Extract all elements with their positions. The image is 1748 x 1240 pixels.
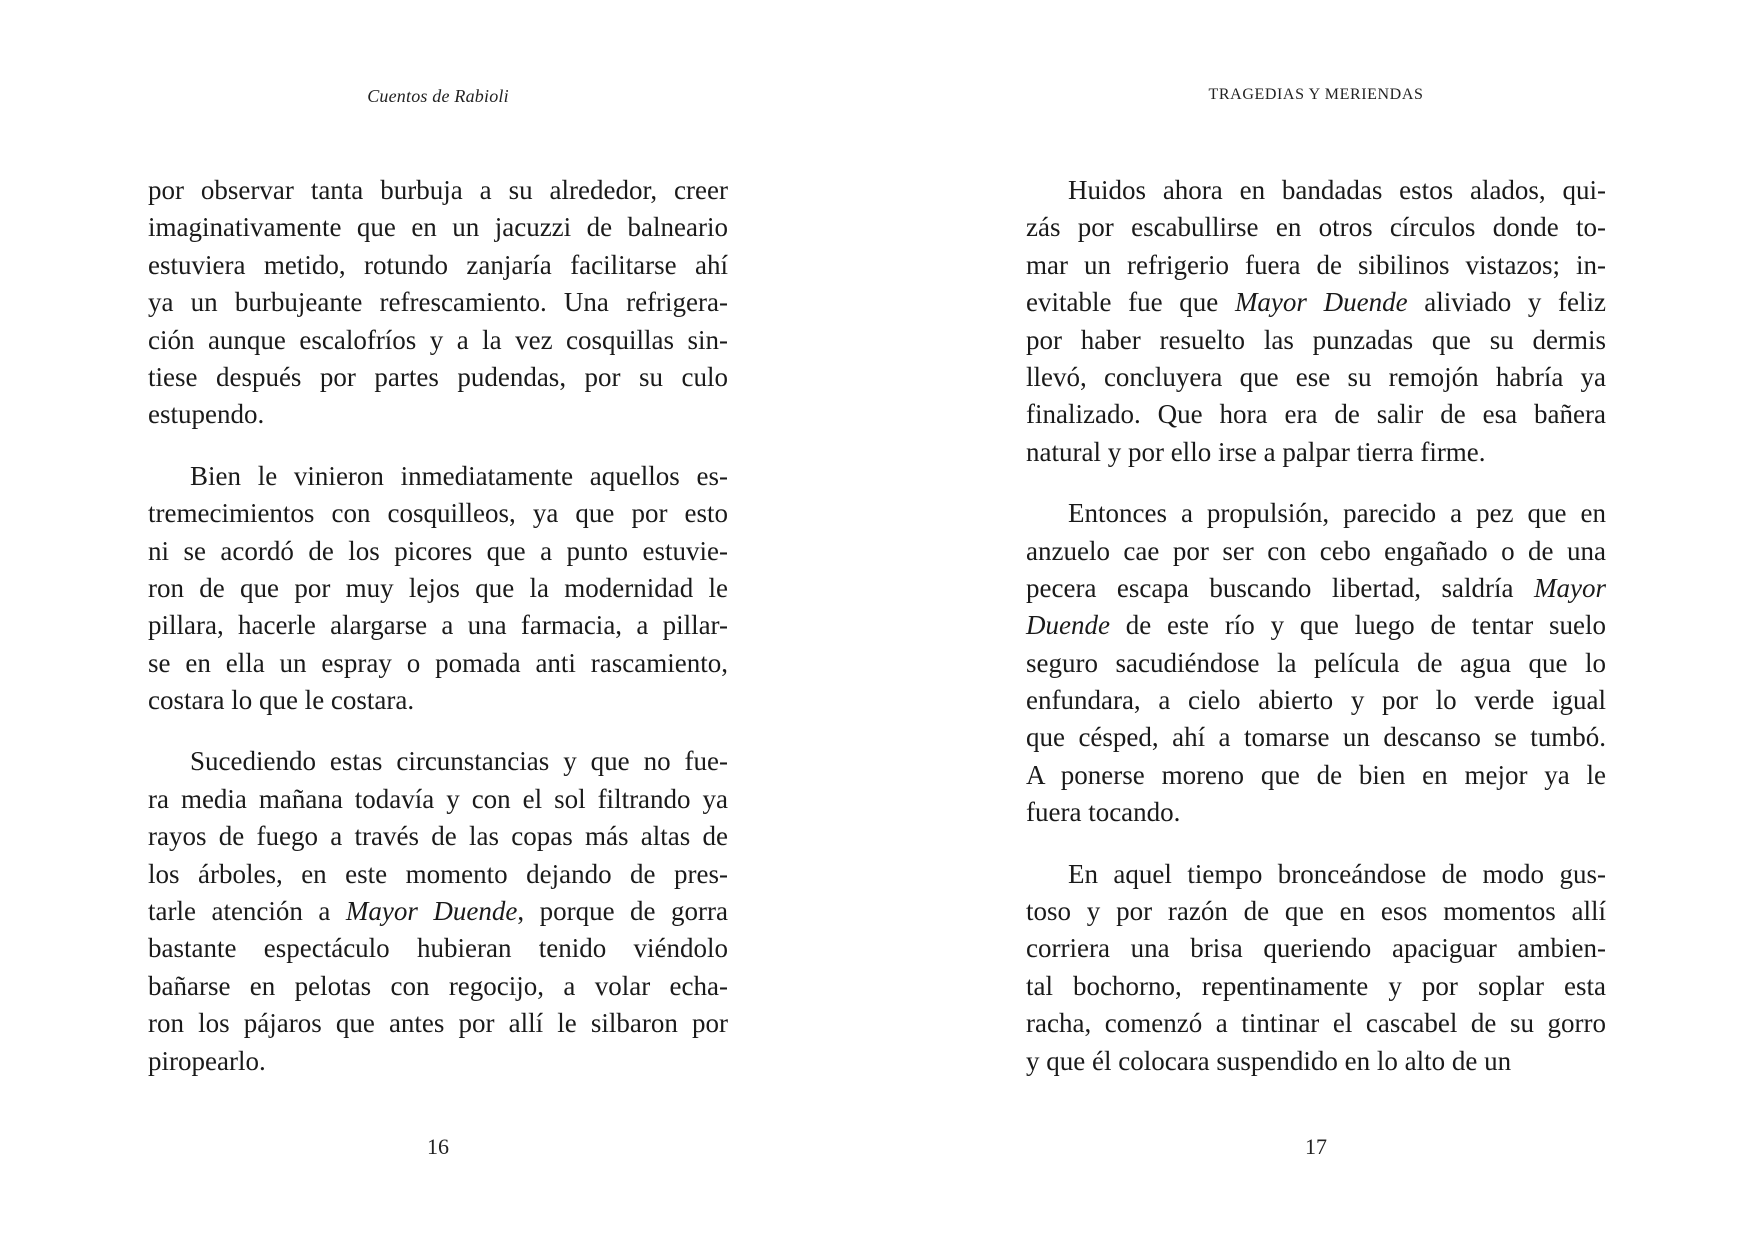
text-segment: Bien le vinieron inmediatamente aquellos es- <box>190 460 728 491</box>
text-segment: estuviera metido, rotundo zanjaría facilitarse ahí <box>148 249 728 280</box>
text-line <box>148 930 728 967</box>
text-line <box>148 570 728 607</box>
text-line <box>148 818 728 855</box>
text-line <box>1026 607 1606 644</box>
text-segment: toso y por razón de que en esos momentos allí <box>1026 896 1606 927</box>
page-number-left: 16 <box>427 1134 449 1159</box>
text-line <box>1026 794 1606 831</box>
running-head-right: TRAGEDIAS Y MERIENDAS <box>1208 86 1424 103</box>
text-segment: costara lo que le costara. <box>148 685 415 716</box>
text-segment: racha, comenzó a tintinar el cascabel de su gorro <box>1026 1008 1606 1039</box>
text-segment: tremecimientos con cosquilleos, ya que por esto <box>148 498 728 529</box>
text-segment: por observar tanta burbuja a su alrededor, creer <box>148 175 728 205</box>
text-line <box>1026 396 1606 433</box>
text-segment: aliviado y feliz <box>1407 287 1607 318</box>
text-segment: corriera una brisa queriendo apaciguar ambien- <box>1026 933 1606 964</box>
italic-name: Mayor <box>1534 572 1606 603</box>
text-segment: y que él colocara suspendido en lo alto de un <box>1026 1045 1512 1076</box>
text-line <box>1026 645 1606 682</box>
italic-name: Mayor Duende <box>1234 287 1408 318</box>
text-line <box>148 607 728 644</box>
paragraph <box>148 172 728 434</box>
text-segment: se en ella un espray o pomada anti rascamiento, <box>148 647 728 678</box>
right-page <box>1026 0 1606 1240</box>
text-segment: llevó, concluyera que ese su remojón habría ya <box>1026 361 1606 392</box>
text-line <box>148 743 728 780</box>
text-segment: ya un burbujeante refrescamiento. Una refrigera- <box>148 287 728 318</box>
text-segment: seguro sacudiéndose la película de agua que lo <box>1026 647 1606 678</box>
text-segment: tarle atención a <box>148 896 346 927</box>
text-segment: Entonces a propulsión, parecido a pez que en <box>1068 498 1606 529</box>
text-line <box>1026 856 1606 893</box>
text-segment: ción aunque escalofríos y a la vez cosquillas sin- <box>148 324 728 355</box>
text-line <box>148 495 728 532</box>
text-segment: ni se acordó de los picores que a punto estuvie- <box>148 535 728 566</box>
text-line <box>1026 893 1606 930</box>
text-segment: , porque de gorra <box>517 896 728 927</box>
text-line <box>148 645 728 682</box>
text-segment: fuera tocando. <box>1026 797 1181 828</box>
text-segment: anzuelo cae por ser con cebo engañado o de una <box>1026 535 1606 566</box>
text-line <box>1026 757 1606 794</box>
text-line <box>1026 434 1606 471</box>
text-line <box>148 396 728 433</box>
text-segment: los árboles, en este momento dejando de pres- <box>148 858 728 889</box>
text-line <box>1026 172 1606 209</box>
text-segment: pecera escapa buscando libertad, saldría <box>1026 572 1535 603</box>
text-line <box>1026 719 1606 756</box>
text-segment: finalizado. Que hora era de salir de esa bañera <box>1026 399 1606 430</box>
text-segment: imaginativamente que en un jacuzzi de balneario <box>148 212 728 243</box>
text-segment: de este río y que luego de tentar suelo <box>1109 610 1606 641</box>
text-segment: bañarse en pelotas con regocijo, a volar echa- <box>148 970 728 1001</box>
text-line <box>1026 495 1606 532</box>
left-page <box>148 0 728 1240</box>
paragraph <box>1026 495 1606 832</box>
text-segment: estupendo. <box>148 399 265 430</box>
text-line <box>1026 682 1606 719</box>
paragraph <box>1026 856 1606 1080</box>
text-segment: por haber resuelto las punzadas que su dermis <box>1026 324 1606 355</box>
text-line <box>1026 1043 1606 1080</box>
text-line <box>1026 570 1606 607</box>
text-segment: pillara, hacerle alargarse a una farmacia, a pillar- <box>148 610 728 641</box>
text-line <box>1026 1005 1606 1042</box>
text-line <box>148 209 728 246</box>
text-line <box>148 359 728 396</box>
page-number-right: 17 <box>1305 1134 1327 1159</box>
text-line <box>148 856 728 893</box>
text-segment: enfundara, a cielo abierto y por lo verde igual <box>1026 685 1606 716</box>
text-line <box>1026 322 1606 359</box>
text-line <box>148 893 728 930</box>
italic-name: Mayor Duende <box>345 896 518 927</box>
text-segment: En aquel tiempo bronceándose de modo gus- <box>1068 858 1606 889</box>
text-segment: zás por escabullirse en otros círculos donde to- <box>1026 212 1606 243</box>
text-line <box>148 781 728 818</box>
text-line <box>1026 968 1606 1005</box>
text-line <box>148 1043 728 1080</box>
text-line <box>1026 247 1606 284</box>
text-line <box>148 533 728 570</box>
paragraph <box>148 458 728 720</box>
text-segment: que césped, ahí a tomarse un descanso se tumbó. <box>1026 722 1606 753</box>
text-segment: evitable fue que <box>1026 287 1235 318</box>
text-segment: mar un refrigerio fuera de sibilinos vistazos; in- <box>1026 249 1606 280</box>
text-segment: ron los pájaros que antes por allí le silbaron por <box>148 1008 728 1039</box>
text-line <box>148 458 728 495</box>
running-head-left: Cuentos de Rabioli <box>367 86 509 106</box>
right-page-body <box>1026 172 1606 1104</box>
left-page-body <box>148 172 728 1104</box>
text-segment: ra media mañana todavía y con el sol filtrando ya <box>148 783 728 814</box>
text-line <box>148 284 728 321</box>
text-line <box>148 682 728 719</box>
text-segment: rayos de fuego a través de las copas más altas de <box>148 821 728 852</box>
text-segment: Huidos ahora en bandadas estos alados, qui- <box>1068 175 1606 205</box>
text-line <box>1026 533 1606 570</box>
text-line <box>1026 930 1606 967</box>
text-segment: natural y por ello irse a palpar tierra firme. <box>1026 436 1486 467</box>
text-line <box>148 968 728 1005</box>
text-segment: piropearlo. <box>148 1045 266 1076</box>
text-line <box>1026 284 1606 321</box>
text-segment: tal bochorno, repentinamente y por soplar esta <box>1026 970 1606 1001</box>
italic-name: Duende <box>1026 610 1110 641</box>
text-segment: bastante espectáculo hubieran tenido viéndolo <box>148 933 728 964</box>
paragraph <box>148 743 728 1080</box>
paragraph <box>1026 172 1606 471</box>
text-line <box>148 322 728 359</box>
text-line <box>1026 359 1606 396</box>
text-line <box>148 172 728 209</box>
text-line <box>148 1005 728 1042</box>
text-line <box>1026 209 1606 246</box>
text-segment: ron de que por muy lejos que la modernidad le <box>148 572 728 603</box>
text-segment: Sucediendo estas circunstancias y que no fue- <box>190 746 728 777</box>
text-segment: A ponerse moreno que de bien en mejor ya le <box>1026 759 1606 790</box>
text-segment: tiese después por partes pudendas, por su culo <box>148 361 728 392</box>
text-line <box>148 247 728 284</box>
